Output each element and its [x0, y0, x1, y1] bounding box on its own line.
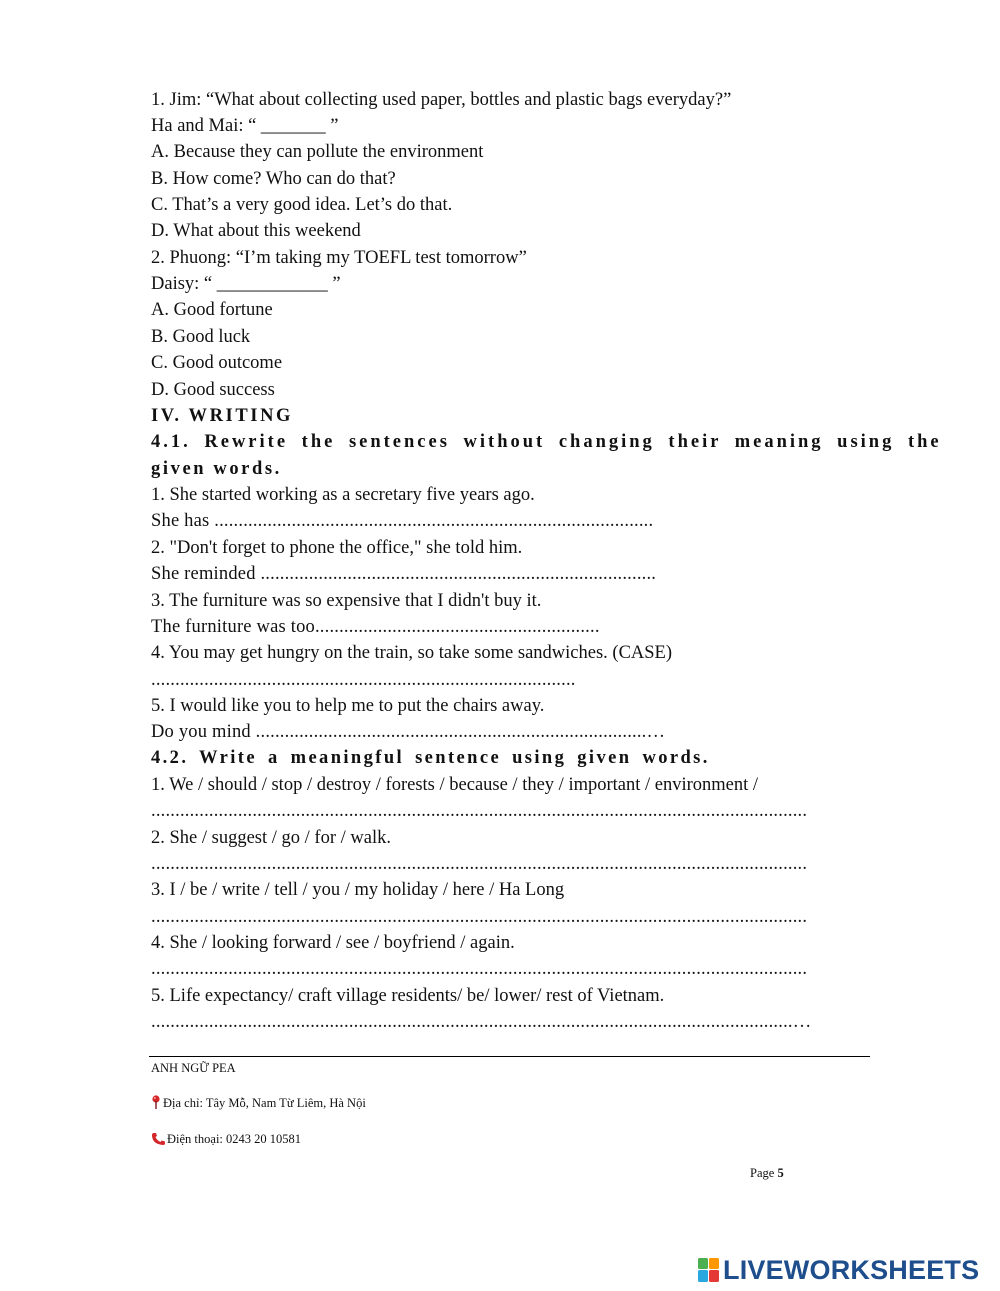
- section-4-1-title-continued: given words.: [151, 459, 282, 479]
- question-2-option-a: A. Good fortune: [151, 300, 273, 320]
- liveworksheets-mark-icon: [697, 1257, 721, 1283]
- question-1-response: Ha and Mai: “ _______ ”: [151, 116, 339, 136]
- question-1-option-c: C. That’s a very good idea. Let’s do that.: [151, 195, 453, 215]
- page-number-value: 5: [777, 1166, 784, 1180]
- question-2-prompt: 2. Phuong: “I’m taking my TOEFL test tomorrow”: [151, 248, 527, 268]
- question-2-option-d: D. Good success: [151, 380, 275, 400]
- page-number: [750, 1166, 784, 1181]
- rewrite-3-answer-line[interactable]: The furniture was too...........................................................: [151, 617, 600, 637]
- footer-org: ANH NGỮ PEA: [151, 1061, 236, 1075]
- footer-address: [151, 1095, 366, 1111]
- sentence-2-cues: 2. She / suggest / go / for / walk.: [151, 828, 391, 848]
- section-4-1-title: 4.1. Rewrite the sentences without changing their meaning using the: [151, 432, 942, 452]
- section-4-2-title: 4.2. Write a meaningful sentence using given words.: [151, 748, 710, 768]
- rewrite-2-sentence: 2. "Don't forget to phone the office," she told him.: [151, 538, 523, 558]
- sentence-5-answer-line[interactable]: .....................................................................................................................................…: [151, 1012, 812, 1032]
- footer-phone: [151, 1131, 301, 1147]
- question-2-option-c: C. Good outcome: [151, 353, 283, 373]
- sentence-1-answer-line[interactable]: ........................................................................................................................................: [151, 801, 808, 821]
- sentence-4-answer-line[interactable]: ........................................................................................................................................: [151, 959, 808, 979]
- rewrite-1-sentence: 1. She started working as a secretary five years ago.: [151, 485, 535, 505]
- rewrite-3-sentence: 3. The furniture was so expensive that I didn't buy it.: [151, 591, 542, 611]
- question-1-option-d: D. What about this weekend: [151, 221, 361, 241]
- question-1-option-b: B. How come? Who can do that?: [151, 169, 396, 189]
- rewrite-5-sentence: 5. I would like you to help me to put the chairs away.: [151, 696, 545, 716]
- rewrite-2-answer-line[interactable]: She reminded ..................................................................................: [151, 564, 657, 584]
- rewrite-4-answer-line[interactable]: ........................................................................................: [151, 670, 576, 690]
- question-2-option-b: B. Good luck: [151, 327, 251, 347]
- liveworksheets-wordmark: LIVEWORKSHEETS: [723, 1254, 980, 1285]
- footer-phone-text: Điện thoại: 0243 20 10581: [167, 1132, 302, 1146]
- sentence-3-answer-line[interactable]: ........................................................................................................................................: [151, 907, 808, 927]
- question-2-response: Daisy: “ ____________ ”: [151, 274, 341, 294]
- liveworksheets-logo: [697, 1255, 979, 1285]
- footer-address-text: Địa chỉ: Tây Mỗ, Nam Từ Liêm, Hà Nội: [163, 1096, 366, 1110]
- writing-heading: IV. WRITING: [151, 406, 294, 426]
- rewrite-5-answer-line[interactable]: Do you mind .................................................................................…: [151, 722, 666, 742]
- question-1-option-a: A. Because they can pollute the environment: [151, 142, 484, 162]
- sentence-1-cues: 1. We / should / stop / destroy / forests / because / they / important / environment /: [151, 775, 759, 795]
- sentence-4-cues: 4. She / looking forward / see / boyfriend / again.: [151, 933, 515, 953]
- sentence-2-answer-line[interactable]: ........................................................................................................................................: [151, 854, 808, 874]
- map-pin-icon: [151, 1095, 161, 1109]
- page-label: Page: [750, 1166, 775, 1180]
- question-1-prompt: 1. Jim: “What about collecting used paper, bottles and plastic bags everyday?”: [151, 90, 732, 110]
- rewrite-1-answer-line[interactable]: She has ...........................................................................................: [151, 511, 654, 531]
- sentence-3-cues: 3. I / be / write / tell / you / my holiday / here / Ha Long: [151, 880, 565, 900]
- telephone-icon: [151, 1132, 166, 1145]
- footer-divider: [149, 1056, 870, 1057]
- sentence-5-cues: 5. Life expectancy/ craft village residents/ be/ lower/ rest of Vietnam.: [151, 986, 665, 1006]
- rewrite-4-sentence: 4. You may get hungry on the train, so take some sandwiches. (CASE): [151, 643, 673, 663]
